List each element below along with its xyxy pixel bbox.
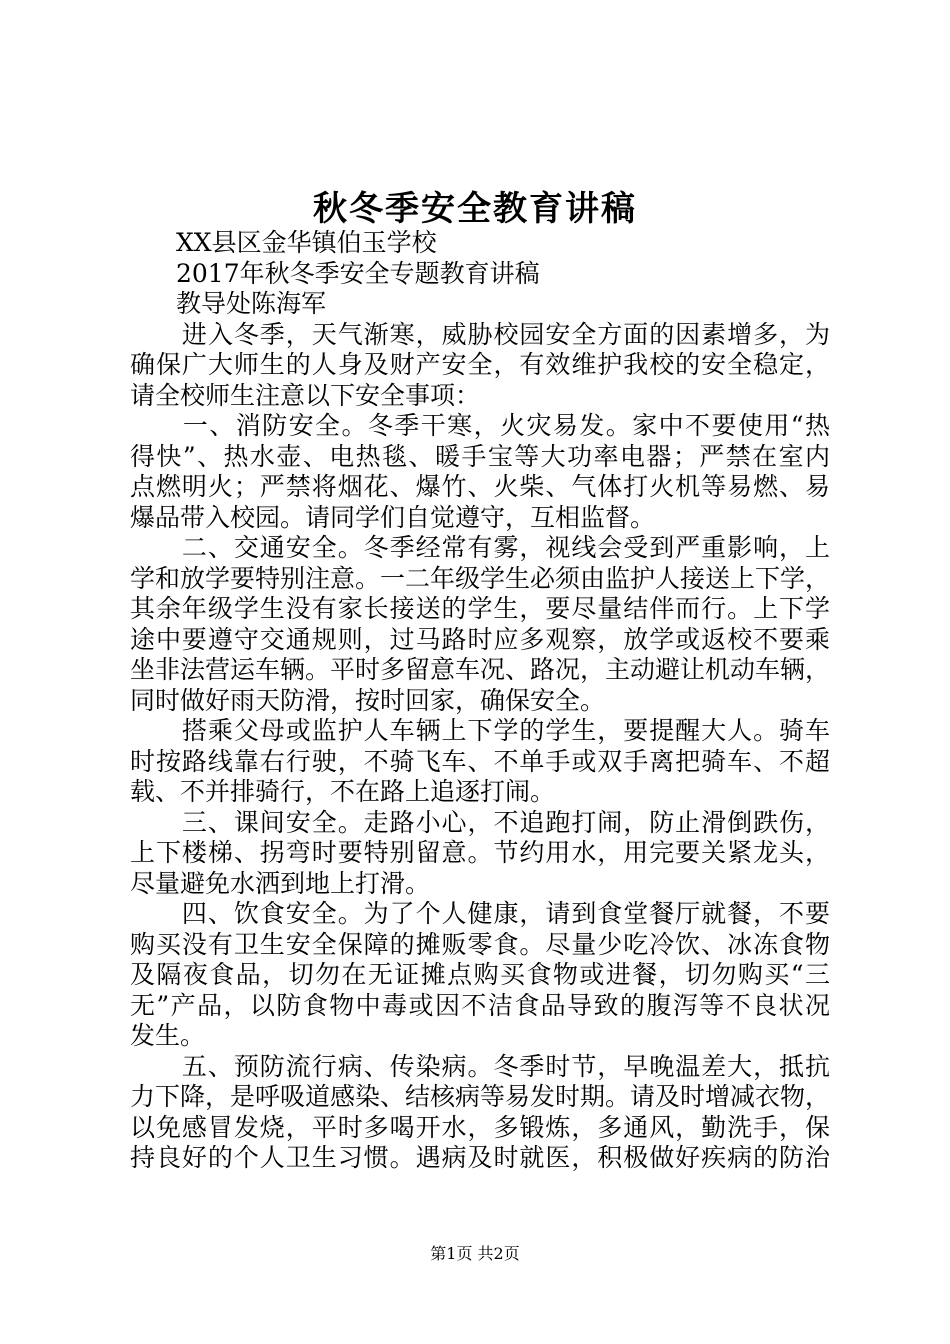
text-line: 购买没有卫生安全保障的摊贩零食。尽量少吃冷饮、冰冻食物 xyxy=(130,929,830,959)
text-line: 学和放学要特别注意。一二年级学生必须由监护人接送上下学， xyxy=(130,563,831,593)
text-line: 尽量避免水洒到地上打滑。 xyxy=(130,868,431,898)
text-line: 进入冬季，天气渐寒，威胁校园安全方面的因素增多，为 xyxy=(130,319,830,349)
text-line: 一、消防安全。冬季干寒，火灾易发。家中不要使用“热 xyxy=(130,411,830,440)
text-line: 途中要遵守交通规则，过马路时应多观察，放学或返校不要乘 xyxy=(130,624,830,654)
text-line: 上下楼梯、拐弯时要特别留意。节约用水，用完要关紧龙头， xyxy=(130,838,830,867)
text-line: 无”产品，以防食物中毒或因不洁食品导致的腹泻等不良状况 xyxy=(130,990,830,1020)
text-line: 二、交通安全。冬季经常有雾，视线会受到严重影响，上 xyxy=(130,533,830,562)
paragraph-fire-safety xyxy=(130,411,830,533)
paragraph-intro xyxy=(130,320,830,412)
text-line: 点燃明火；严禁将烟花、爆竹、火柴、气体打火机等易燃、易 xyxy=(130,472,830,501)
text-line: 得快”、热水壶、电热毯、暖手宝等大功率电器；严禁在室内 xyxy=(130,441,830,471)
text-line: 及隔夜食品，切勿在无证摊点购买食物或进餐，切勿购买“三 xyxy=(130,960,830,989)
page-footer: 第1页 共2页 xyxy=(430,1244,520,1263)
text-line: 持良好的个人卫生习惯。遇病及时就医，积极做好疾病的防治 xyxy=(130,1143,830,1172)
text-line: 发生。 xyxy=(130,1021,206,1050)
document-body xyxy=(130,228,830,1174)
text-line: 其余年级学生没有家长接送的学生，要尽量结伴而行。上下学 xyxy=(130,594,830,623)
school-name-line: XX县区金华镇伯玉学校 xyxy=(176,228,437,257)
author-line: 教导处陈海军 xyxy=(176,289,327,318)
text-line: 同时做好雨天防滑，按时回家，确保安全。 xyxy=(130,685,606,715)
text-line: 载、不并排骑行，不在路上追逐打闹。 xyxy=(130,777,556,806)
paragraph-vehicle-riding xyxy=(130,716,830,808)
text-line: 四、饮食安全。为了个人健康，请到食堂餐厅就餐，不要 xyxy=(130,899,830,928)
text-line: 请全校师生注意以下安全事项： xyxy=(130,380,481,410)
text-line: 时按路线靠右行驶，不骑飞车、不单手或双手离把骑车、不超 xyxy=(130,746,830,776)
paragraph-break-safety xyxy=(130,808,830,900)
paragraph-food-safety xyxy=(130,899,830,1052)
text-line: 搭乘父母或监护人车辆上下学的学生，要提醒大人。骑车 xyxy=(130,716,830,745)
text-line: 坐非法营运车辆。平时多留意车况、路况，主动避让机动车辆， xyxy=(130,655,831,684)
text-line: 五、预防流行病、传染病。冬季时节，早晚温差大，抵抗 xyxy=(130,1051,830,1081)
text-line: 三、课间安全。走路小心，不追跑打闹，防止滑倒跌伤， xyxy=(130,807,830,837)
text-line: 以免感冒发烧，平时多喝开水，多锻炼，多通风，勤洗手，保 xyxy=(130,1112,830,1142)
paragraph-traffic-safety xyxy=(130,533,830,716)
text-line: 爆品带入校园。请同学们自觉遵守，互相监督。 xyxy=(130,502,656,532)
paragraph-disease-prevention xyxy=(130,1052,830,1174)
document-title: 秋冬季安全教育讲稿 xyxy=(313,189,637,229)
text-line: 力下降，是呼吸道感染、结核病等易发时期。请及时增减衣物， xyxy=(130,1082,831,1111)
speech-subtitle-line: 2017年秋冬季安全专题教育讲稿 xyxy=(176,258,540,288)
text-line: 确保广大师生的人身及财产安全，有效维护我校的安全稳定， xyxy=(130,350,830,379)
